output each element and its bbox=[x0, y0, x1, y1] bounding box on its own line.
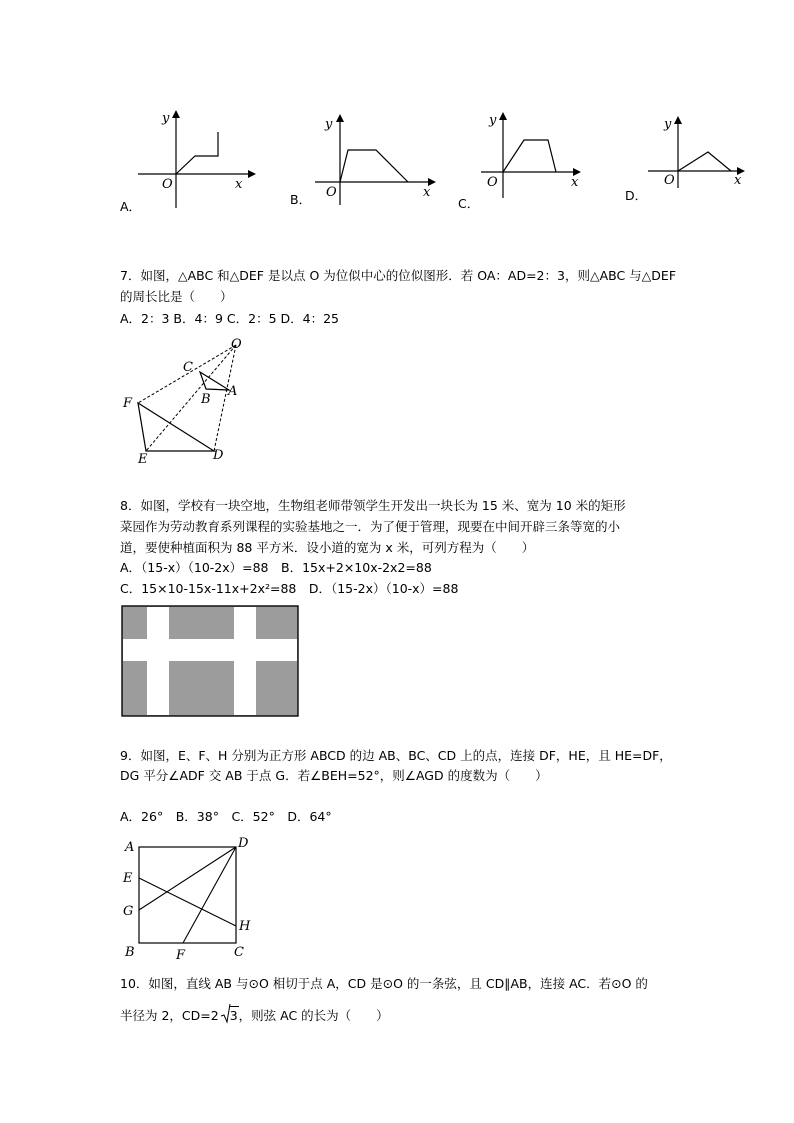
q10-line2-end: ，则弦 AC 的长为（ ） bbox=[238, 1008, 389, 1023]
label-H: H bbox=[239, 919, 251, 934]
label-A: A bbox=[228, 384, 238, 399]
q6-option-a: A． bbox=[120, 199, 142, 214]
q8-garden-figure bbox=[121, 605, 299, 717]
q7-stem-line2: 的周长比是（ ） bbox=[120, 289, 233, 304]
origin-label: O bbox=[162, 177, 173, 192]
q7-options: A．2：3 B．4：9 C．2：5 D．4：25 bbox=[120, 311, 339, 326]
svg-text:x: x bbox=[734, 173, 742, 188]
q8-options-cd: C．15×10-15x-11x+2x²=88 D．（15-2x）（10-x）=88 bbox=[120, 581, 459, 596]
q9-stem-line1: 9．如图，E、F、H 分别为正方形 ABCD 的边 AB、BC、CD 上的点，连接 DF，HE，且 HE=DF， bbox=[120, 748, 672, 763]
q10-stem-line2 bbox=[120, 1006, 389, 1026]
q6-graph-c bbox=[478, 108, 588, 208]
q10-line2-start: 半径为 2，CD=2 bbox=[120, 1008, 219, 1023]
q6-graph-d bbox=[645, 112, 755, 192]
svg-text:y: y bbox=[325, 117, 333, 132]
svg-text:y: y bbox=[664, 117, 672, 132]
svg-text:y: y bbox=[489, 113, 497, 128]
q7-stem-line1: 7．如图，△ABC 和△DEF 是以点 O 为位似中心的位似图形．若 OA：AD=2：3，则△ABC 与△DEF bbox=[120, 268, 677, 283]
label-C: C bbox=[183, 360, 193, 375]
label-O: O bbox=[231, 337, 242, 352]
label-B: B bbox=[201, 392, 211, 407]
label-E: E bbox=[138, 452, 148, 467]
q8-stem-line3: 道，要使种植面积为 88 平方米．设小道的宽为 x 米，可列方程为（ ） bbox=[120, 540, 535, 555]
q9-options: A．26° B．38° C．52° D．64° bbox=[120, 809, 332, 824]
svg-text:x: x bbox=[571, 175, 579, 190]
label-B: B bbox=[125, 945, 135, 960]
q8-options-ab: A．（15-x）（10-2x）=88 B．15x+2×10x-2x2=88 bbox=[120, 560, 432, 575]
q9-square-figure bbox=[118, 834, 258, 964]
q6-graph-b bbox=[310, 110, 440, 210]
q6-option-c: C． bbox=[458, 196, 480, 211]
label-A: A bbox=[125, 840, 135, 855]
axis-x-label: x bbox=[235, 177, 243, 192]
q6-option-d: D． bbox=[625, 188, 648, 203]
label-C: C bbox=[234, 945, 244, 960]
q6-option-b: B． bbox=[290, 192, 312, 207]
label-F: F bbox=[123, 396, 133, 411]
svg-text:O: O bbox=[326, 185, 337, 200]
q8-stem-line2: 菜园作为劳动教育系列课程的实验基地之一．为了便于管理，现要在中间开辟三条等宽的小 bbox=[120, 519, 621, 534]
label-D: D bbox=[238, 836, 249, 851]
q10-stem-line1: 10．如图，直线 AB 与⊙O 相切于点 A，CD 是⊙O 的一条弦，且 CD∥AB，连接 AC．若⊙O 的 bbox=[120, 976, 648, 991]
svg-text:x: x bbox=[423, 185, 431, 200]
svg-text:O: O bbox=[487, 175, 498, 190]
q7-figure bbox=[118, 335, 258, 467]
q8-stem-line1: 8．如图，学校有一块空地，生物组老师带领学生开发出一块长为 15 米、宽为 10 米的矩形 bbox=[120, 498, 626, 513]
label-F: F bbox=[176, 948, 186, 963]
sqrt-symbol bbox=[220, 1006, 239, 1026]
q9-stem-line2: DG 平分∠ADF 交 AB 于点 G．若∠BEH=52°，则∠AGD 的度数为（ ） bbox=[120, 768, 548, 783]
sqrt-radicand: 3 bbox=[229, 1008, 238, 1023]
axis-y-label: y bbox=[162, 111, 170, 126]
svg-text:O: O bbox=[664, 173, 675, 188]
label-D: D bbox=[213, 448, 224, 463]
label-E: E bbox=[123, 871, 133, 886]
label-G: G bbox=[123, 904, 134, 919]
